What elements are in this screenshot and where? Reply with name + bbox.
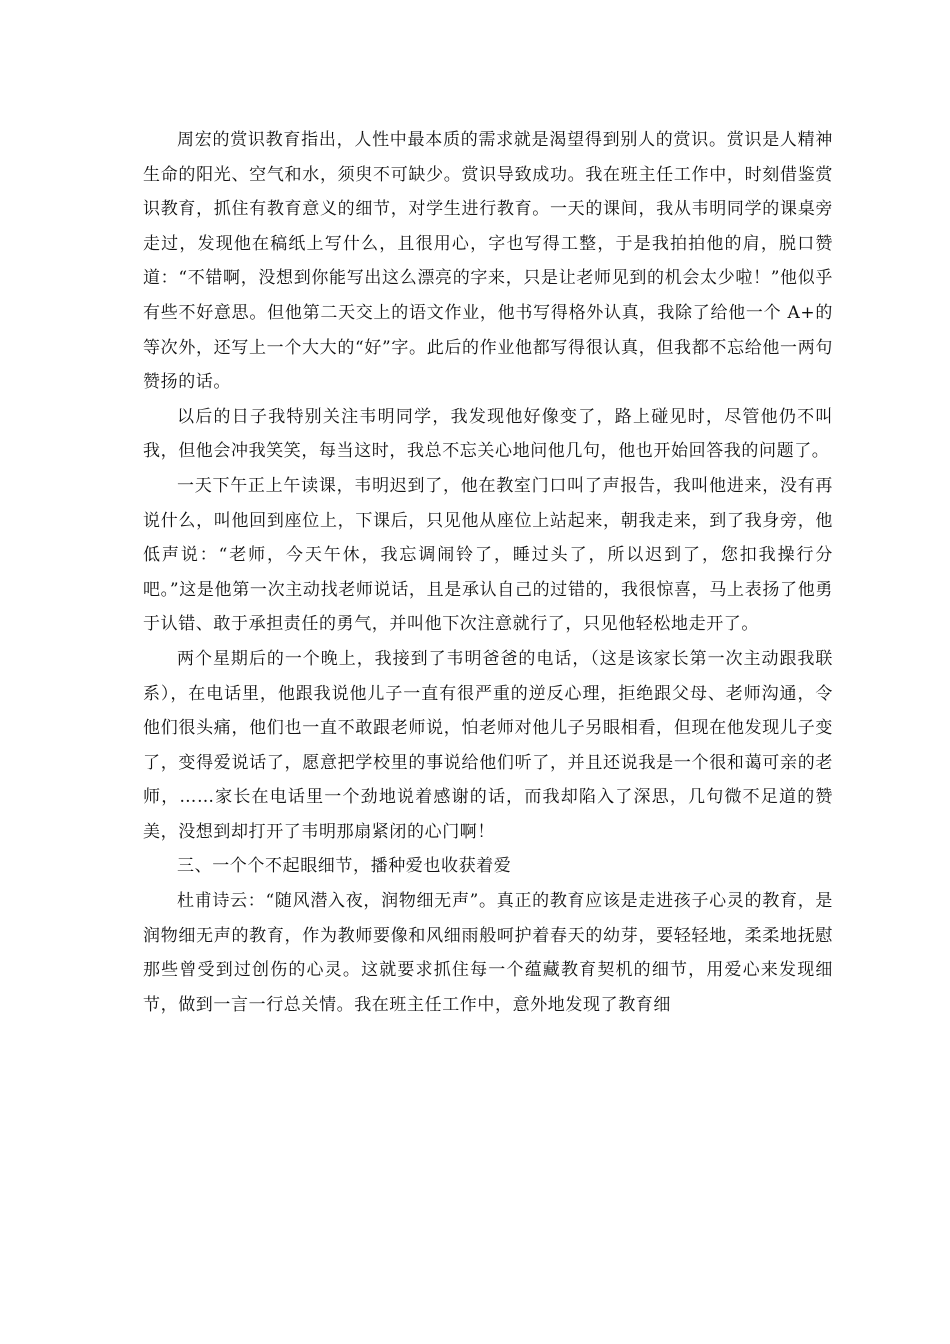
paragraph-late-to-class: 一天下午正上午读课，韦明迟到了，他在教室门口叫了声报告，我叫他进来，没有再说什么，叫他回到座位上，下课后，只见他从座位上站起来，朝我走来，到了我身旁，他低声说：“老师，今天午休，我忘调闹铃了，睡过头了，所以迟到了，您扣我操行分吧。”这是他第一次主动找老师说话，且是承认自己的过错的，我很惊喜，马上表扬了他勇于认错、敢于承担责任的勇气，并叫他下次注意就行了，只见他轻松地走开了。 <box>143 475 833 635</box>
paragraph-father-phone-call: 两个星期后的一个晚上，我接到了韦明爸爸的电话，（这是该家长第一次主动跟我联系），在电话里，他跟我说他儿子一直有很严重的逆反心理，拒绝跟父母、老师沟通，令他们很头痛，他们也一直不敢跟老师说，怕老师对他儿子另眼相看，但现在他发现儿子变了，变得爱说话了，愿意把学校里的事说给他们听了，并且还说我是一个很和蔼可亲的老师，……家长在电话里一个劲地说着感谢的话，而我却陷入了深思，几句微不足道的赞美，没想到却打开了韦明那扇紧闭的心门啊！ <box>143 648 833 842</box>
section-heading-three: 三、一个个不起眼细节，播种爱也收获着爱 <box>177 856 512 877</box>
document-body <box>143 123 833 1022</box>
paragraph-du-fu-poem: 杜甫诗云：“随风潜入夜，润物细无声”。真正的教育应该是走进孩子心灵的教育，是润物细无声的教育，作为教师要像和风细雨般呵护着春天的幼芽，要轻轻地，柔柔地抚慰那些曾受到过创伤的心灵。这就要求抓住每一个蕴藏教育契机的细节，用爱心来发现细节，做到一言一行总关情。我在班主任工作中，意外地发现了教育细 <box>143 891 833 1015</box>
paragraph-appreciation-education: 周宏的赏识教育指出，人性中最本质的需求就是渴望得到别人的赏识。赏识是人精神生命的阳光、空气和水，须臾不可缺少。赏识导致成功。我在班主任工作中，时刻借鉴赏识教育，抓住有教育意义的细节，对学生进行教育。一天的课间，我从韦明同学的课桌旁走过，发现他在稿纸上写什么，且很用心，字也写得工整，于是我拍拍他的肩，脱口赞道：“不错啊，没想到你能写出这么漂亮的字来，只是让老师见到的机会太少啦！”他似乎有些不好意思。但他第二天交上的语文作业，他书写得格外认真，我除了给他一个 A+的等次外，还写上一个大大的“好”字。此后的作业他都写得很认真，但我都不忘给他一两句赞扬的话。 <box>143 130 833 393</box>
paragraph-later-days: 以后的日子我特别关注韦明同学，我发现他好像变了，路上碰见时，尽管他仍不叫我，但他会冲我笑笑，每当这时，我总不忘关心地问他几句，他也开始回答我的问题了。 <box>143 406 833 462</box>
